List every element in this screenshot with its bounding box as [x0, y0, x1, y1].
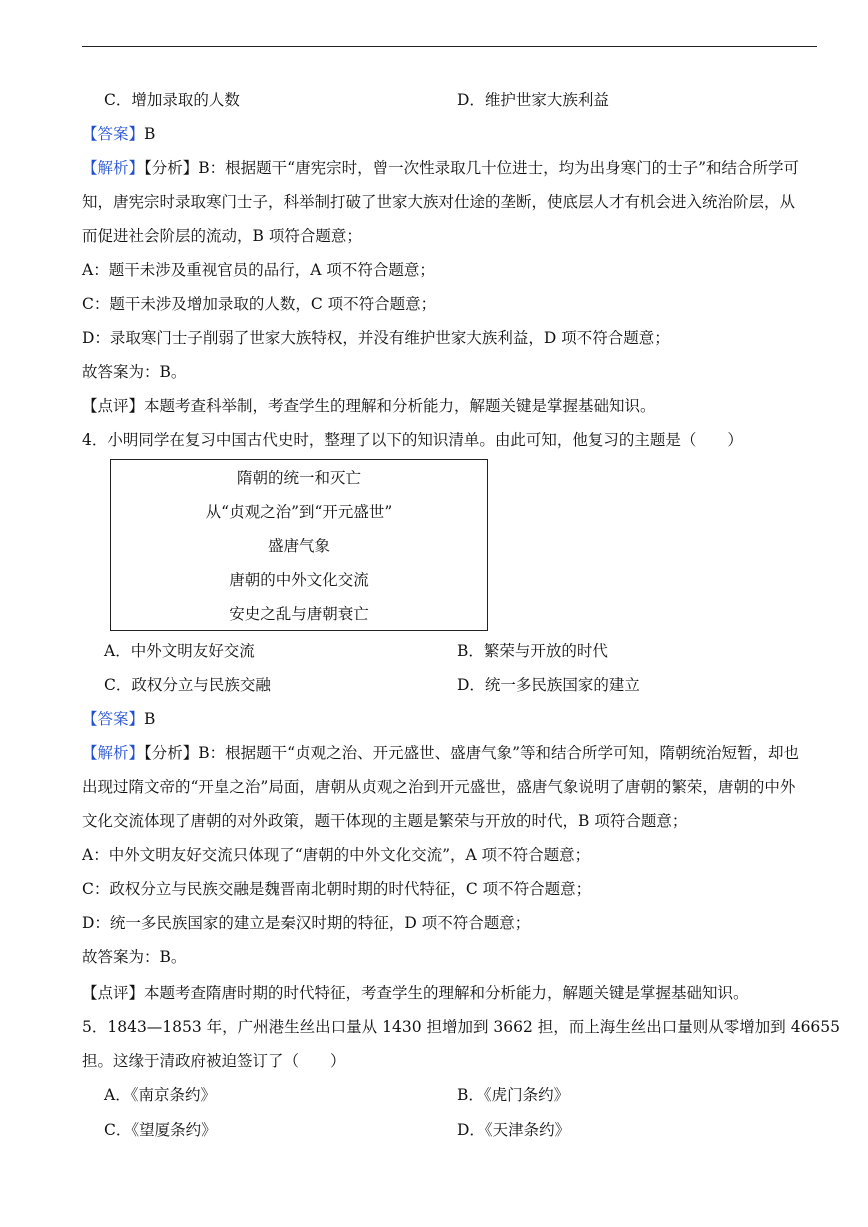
q4-analysis-line: D：统一多民族国家的建立是秦汉时期的特征，D 项不符合题意；	[82, 914, 531, 932]
q3-analysis-line: D：录取寒门士子削弱了世家大族特权，并没有维护世家大族利益，D 项不符合题意；	[82, 329, 670, 347]
analysis-tag: 【解析】	[82, 159, 145, 177]
q3-analysis-line: A：题干未涉及重视官员的品行，A 项不符合题意；	[82, 261, 435, 279]
q3-analysis-line: 知，唐宪宗时录取寒门士子，科举制打破了世家大族对仕途的垄断，使底层人才有机会进入统治阶层，从	[82, 193, 796, 211]
knowledge-item: 安史之乱与唐朝衰亡	[229, 605, 369, 623]
analysis-tag: 【解析】	[82, 744, 145, 762]
q4-option-c: C．政权分立与民族交融	[104, 676, 271, 694]
knowledge-list-box	[110, 459, 488, 631]
q5-stem-line: 5．1843—1853 年，广州港生丝出口量从 1430 担增加到 3662 担，而上海生丝出口量则从零增加到 46655	[82, 1018, 841, 1036]
analysis-text: 【分析】B：根据题干“唐宪宗时，曾一次性录取几十位进士，均为出身寒门的士子”和结合所学可	[144, 159, 800, 177]
answer-value: B	[144, 125, 156, 143]
knowledge-item: 隋朝的统一和灭亡	[236, 469, 361, 487]
q3-analysis-line: C：题干未涉及增加录取的人数，C 项不符合题意；	[82, 295, 437, 313]
knowledge-item: 唐朝的中外文化交流	[229, 571, 369, 589]
header-rule	[82, 46, 817, 47]
answer-value: B	[144, 710, 156, 728]
q4-stem: 4．小明同学在复习中国古代史时，整理了以下的知识清单。由此可知，他复习的主题是（ ）	[82, 431, 743, 449]
knowledge-item: 从“贞观之治”到“开元盛世”	[205, 503, 393, 521]
q4-option-d: D．统一多民族国家的建立	[457, 676, 640, 694]
q5-option-c: C．《望厦条约》	[104, 1121, 217, 1139]
q4-analysis-line: C：政权分立与民族交融是魏晋南北朝时期的时代特征，C 项不符合题意；	[82, 880, 592, 898]
q5-stem-line: 担。这缘于清政府被迫签订了（ ）	[82, 1052, 346, 1070]
knowledge-item: 盛唐气象	[267, 537, 330, 555]
analysis-text: 【分析】B：根据题干“贞观之治、开元盛世、盛唐气象”等和结合所学可知，隋朝统治短暂，却也	[144, 744, 800, 762]
q4-comment: 【点评】本题考查隋唐时期的时代特征，考查学生的理解和分析能力，解题关键是掌握基础知识。	[82, 984, 749, 1002]
q4-analysis-line	[82, 743, 799, 763]
q4-option-a: A．中外文明友好交流	[104, 642, 255, 660]
q3-answer	[82, 124, 155, 144]
answer-tag: 【答案】	[82, 710, 145, 728]
q4-analysis-line: 出现过隋文帝的“开皇之治”局面，唐朝从贞观之治到开元盛世，盛唐气象说明了唐朝的繁荣，唐朝的中外	[82, 778, 796, 796]
q4-analysis-line: A：中外文明友好交流只体现了“唐朝的中外文化交流”，A 项不符合题意；	[82, 846, 591, 864]
q3-comment: 【点评】本题考查科举制，考查学生的理解和分析能力，解题关键是掌握基础知识。	[82, 397, 656, 415]
q5-option-b: B．《虎门条约》	[457, 1086, 570, 1104]
q3-analysis-line: 故答案为：B。	[82, 363, 187, 381]
q3-option-d: D．维护世家大族利益	[457, 91, 609, 109]
q4-analysis-line: 故答案为：B。	[82, 948, 187, 966]
q4-analysis-line: 文化交流体现了唐朝的对外政策，题干体现的主题是繁荣与开放的时代，B 项符合题意；	[82, 812, 688, 830]
q4-option-b: B．繁荣与开放的时代	[457, 642, 608, 660]
q3-analysis-line	[82, 158, 799, 178]
answer-tag: 【答案】	[82, 125, 145, 143]
q5-option-d: D．《天津条约》	[457, 1121, 571, 1139]
q5-option-a: A．《南京条约》	[104, 1086, 216, 1104]
q4-answer	[82, 709, 155, 729]
q3-option-c: C．增加录取的人数	[104, 91, 240, 109]
q3-analysis-line: 而促进社会阶层的流动，B 项符合题意；	[82, 227, 362, 245]
